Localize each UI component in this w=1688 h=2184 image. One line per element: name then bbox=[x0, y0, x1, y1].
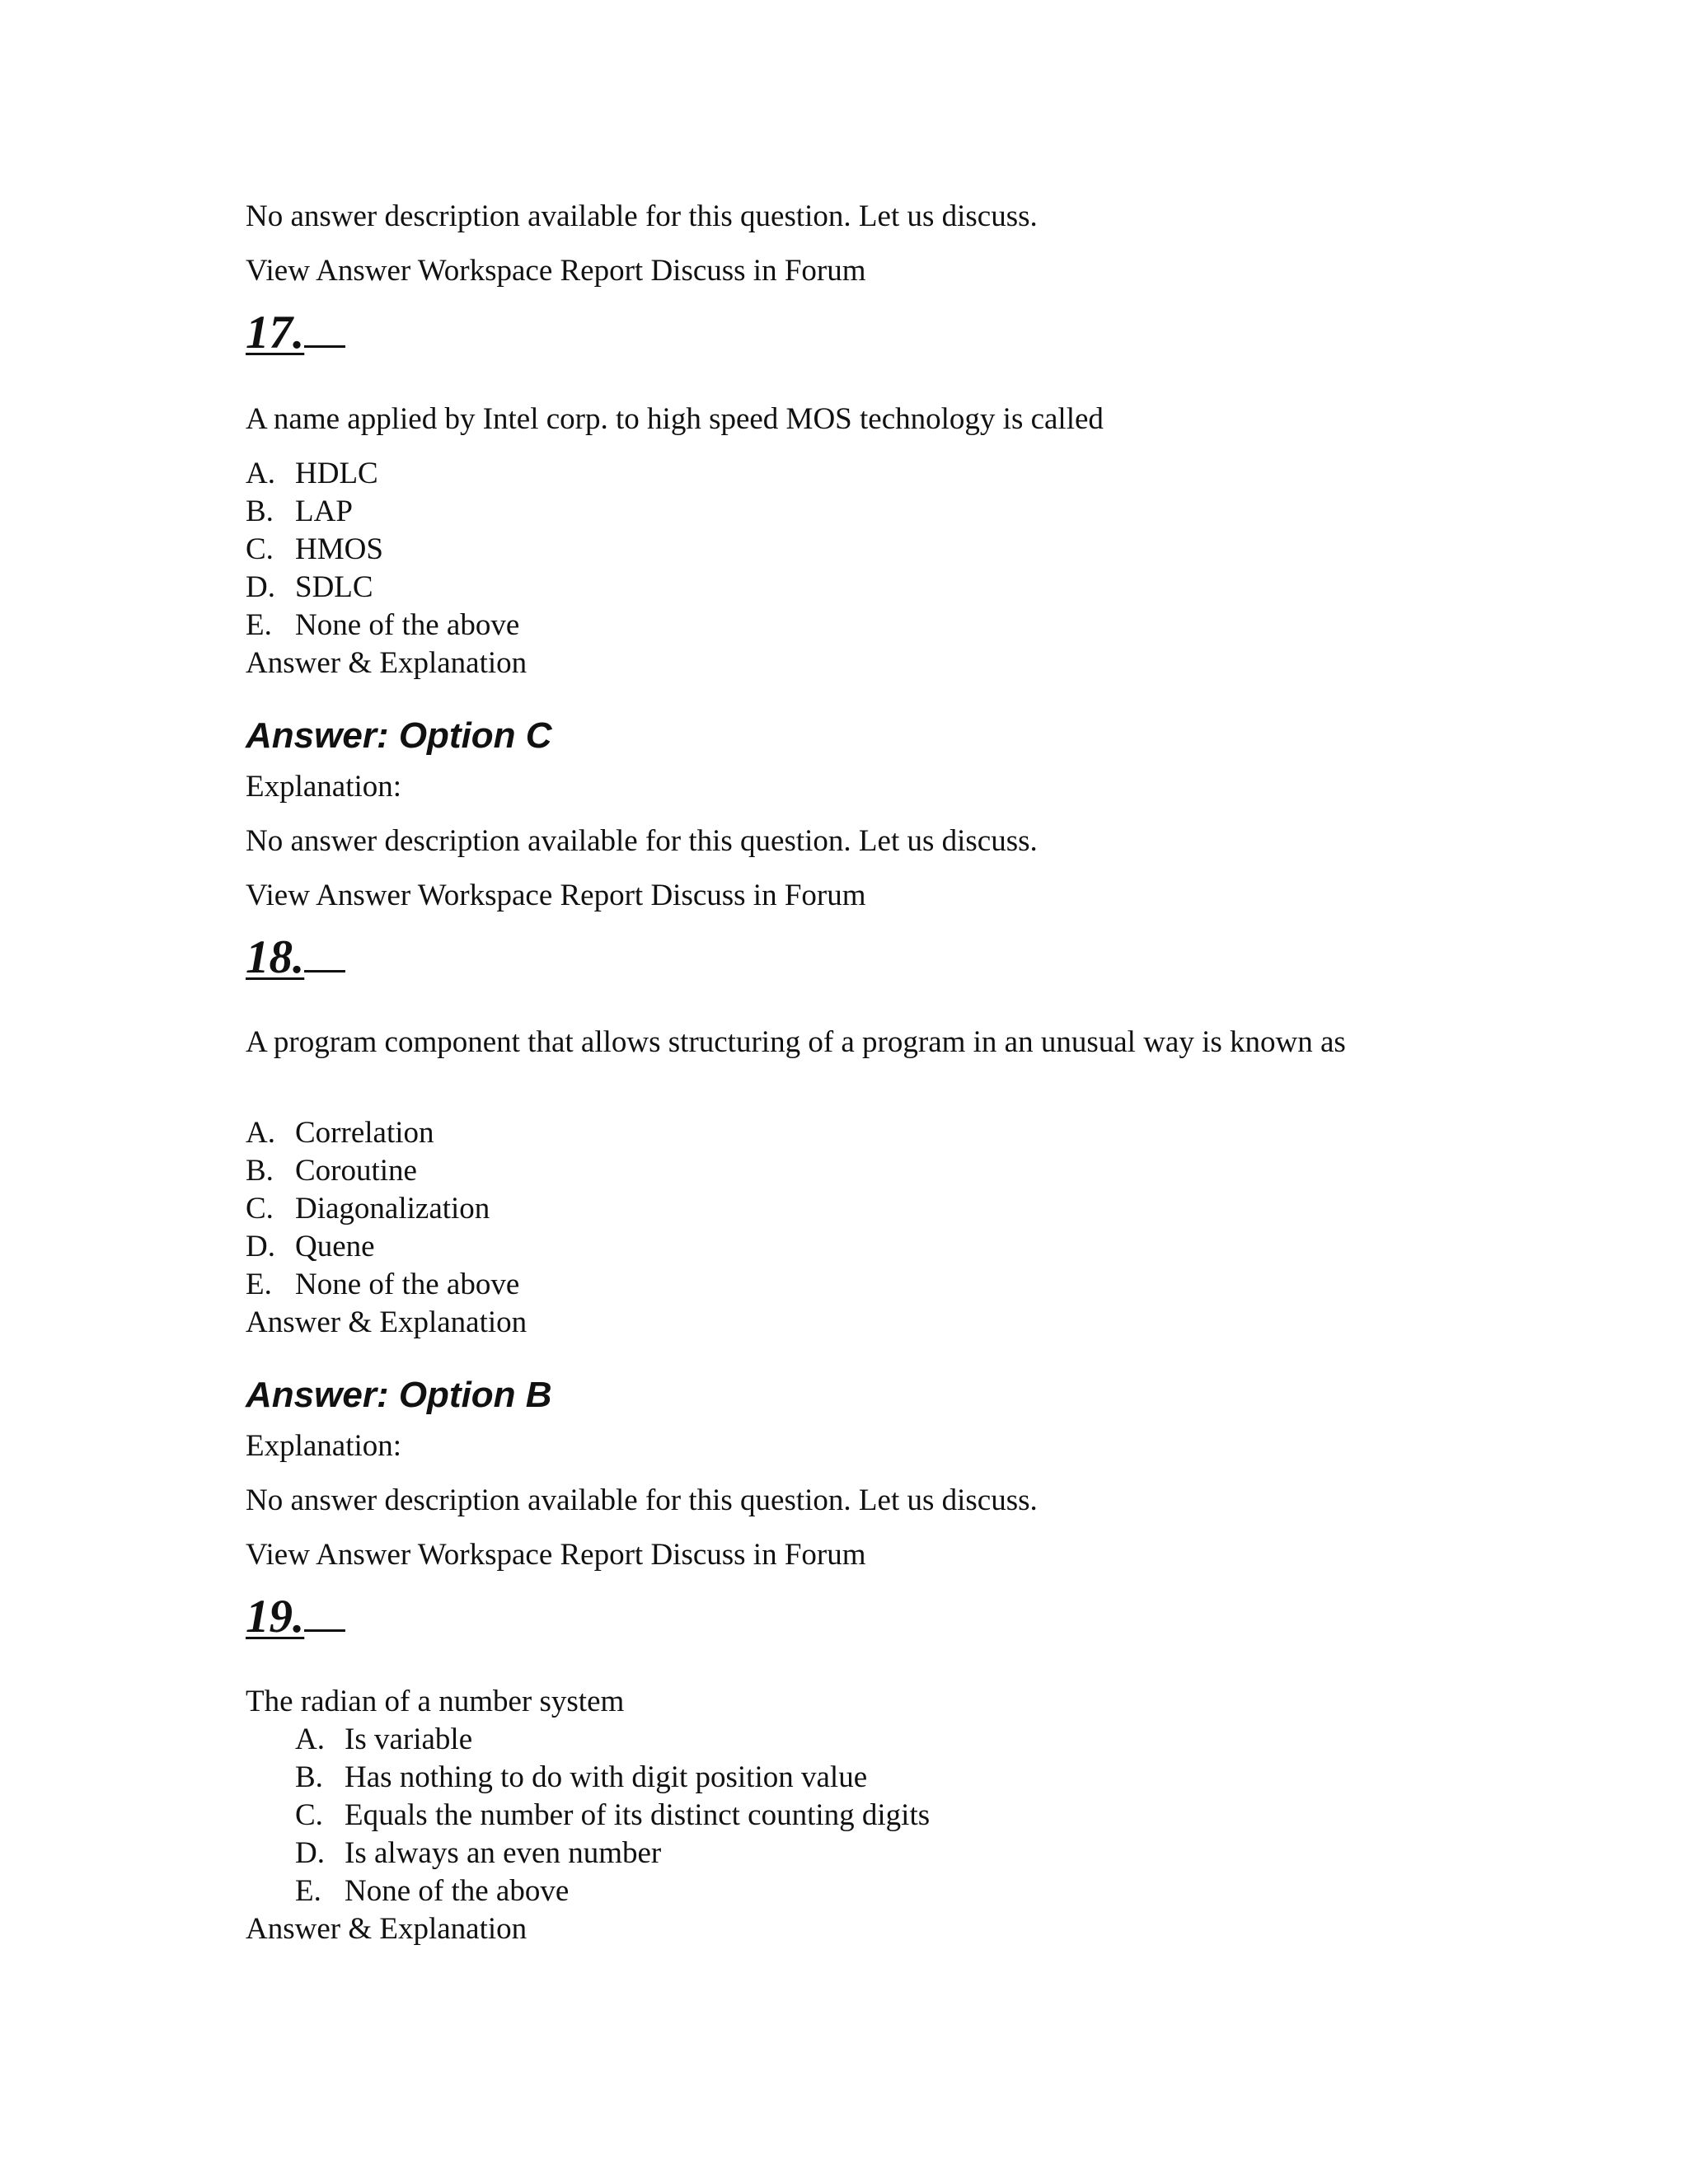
explanation-text: No answer description available for this question. Let us discuss. bbox=[246, 824, 1038, 858]
option-text: HMOS bbox=[295, 532, 383, 566]
option-text: Coroutine bbox=[295, 1154, 417, 1188]
underline-tail bbox=[304, 1593, 345, 1632]
option-b[interactable] bbox=[246, 1152, 519, 1190]
option-letter: A. bbox=[295, 1722, 325, 1756]
option-letter: E. bbox=[246, 608, 272, 642]
option-letter: B. bbox=[246, 494, 274, 528]
explanation-text: No answer description available for this question. Let us discuss. bbox=[246, 1483, 1038, 1517]
option-text: Has nothing to do with digit position value bbox=[345, 1760, 868, 1794]
action-links[interactable]: View Answer Workspace Report Discuss in Forum bbox=[246, 879, 866, 912]
option-e[interactable] bbox=[246, 607, 519, 644]
options-list bbox=[246, 1114, 519, 1304]
option-letter: C. bbox=[295, 1798, 323, 1832]
question-number-text: 19. bbox=[246, 1591, 305, 1643]
option-letter: C. bbox=[246, 532, 274, 566]
option-a[interactable] bbox=[246, 455, 519, 493]
option-letter: E. bbox=[295, 1874, 321, 1908]
question-number bbox=[246, 933, 345, 982]
question-text: The radian of a number system bbox=[246, 1685, 625, 1718]
question-number-text: 17. bbox=[246, 307, 305, 359]
option-d[interactable] bbox=[246, 569, 519, 607]
option-letter: B. bbox=[295, 1760, 323, 1794]
question-text: A name applied by Intel corp. to high speed MOS technology is called bbox=[246, 402, 1104, 436]
option-text: None of the above bbox=[295, 608, 520, 642]
action-links[interactable]: View Answer Workspace Report Discuss in Forum bbox=[246, 1538, 866, 1572]
question-number-text: 18. bbox=[246, 931, 305, 983]
option-c[interactable] bbox=[246, 531, 519, 569]
option-b[interactable] bbox=[246, 493, 519, 531]
option-text: None of the above bbox=[295, 1268, 520, 1301]
option-text: HDLC bbox=[295, 457, 378, 490]
option-text: None of the above bbox=[345, 1874, 570, 1908]
option-letter: D. bbox=[246, 570, 275, 604]
option-text: Is always an even number bbox=[345, 1836, 662, 1870]
option-text: Correlation bbox=[295, 1116, 434, 1150]
option-letter: A. bbox=[246, 457, 275, 490]
options-list bbox=[295, 1721, 930, 1910]
answer-explanation-link[interactable]: Answer & Explanation bbox=[246, 646, 528, 680]
action-links[interactable]: View Answer Workspace Report Discuss in Forum bbox=[246, 254, 866, 288]
question-number bbox=[246, 1592, 345, 1642]
option-text: Equals the number of its distinct counting digits bbox=[345, 1798, 931, 1832]
explanation-label: Explanation: bbox=[246, 1429, 402, 1463]
explanation-label: Explanation: bbox=[246, 770, 402, 804]
option-a[interactable] bbox=[295, 1721, 930, 1759]
option-letter: D. bbox=[246, 1230, 275, 1263]
option-c[interactable] bbox=[295, 1797, 930, 1835]
answer-explanation-link[interactable]: Answer & Explanation bbox=[246, 1912, 528, 1946]
underline-tail bbox=[304, 309, 345, 348]
explanation-text: No answer description available for this question. Let us discuss. bbox=[246, 199, 1038, 233]
option-b[interactable] bbox=[295, 1759, 930, 1797]
option-letter: D. bbox=[295, 1836, 325, 1870]
option-letter: E. bbox=[246, 1268, 272, 1301]
option-letter: A. bbox=[246, 1116, 275, 1150]
option-letter: B. bbox=[246, 1154, 274, 1188]
answer-explanation-link[interactable]: Answer & Explanation bbox=[246, 1305, 528, 1339]
options-list bbox=[246, 455, 519, 644]
option-d[interactable] bbox=[246, 1228, 519, 1266]
option-text: LAP bbox=[295, 494, 353, 528]
option-d[interactable] bbox=[295, 1835, 930, 1872]
answer-heading: Answer: Option C bbox=[246, 715, 552, 756]
question-number bbox=[246, 308, 345, 358]
question-text: A program component that allows structuring of a program in an unusual way is known as bbox=[246, 1025, 1346, 1059]
option-text: Quene bbox=[295, 1230, 375, 1263]
option-e[interactable] bbox=[246, 1266, 519, 1304]
option-text: Diagonalization bbox=[295, 1192, 490, 1226]
underline-tail bbox=[304, 934, 345, 972]
option-letter: C. bbox=[246, 1192, 274, 1226]
option-a[interactable] bbox=[246, 1114, 519, 1152]
option-c[interactable] bbox=[246, 1190, 519, 1228]
option-e[interactable] bbox=[295, 1872, 930, 1910]
option-text: SDLC bbox=[295, 570, 373, 604]
option-text: Is variable bbox=[345, 1722, 473, 1756]
answer-heading: Answer: Option B bbox=[246, 1375, 552, 1415]
